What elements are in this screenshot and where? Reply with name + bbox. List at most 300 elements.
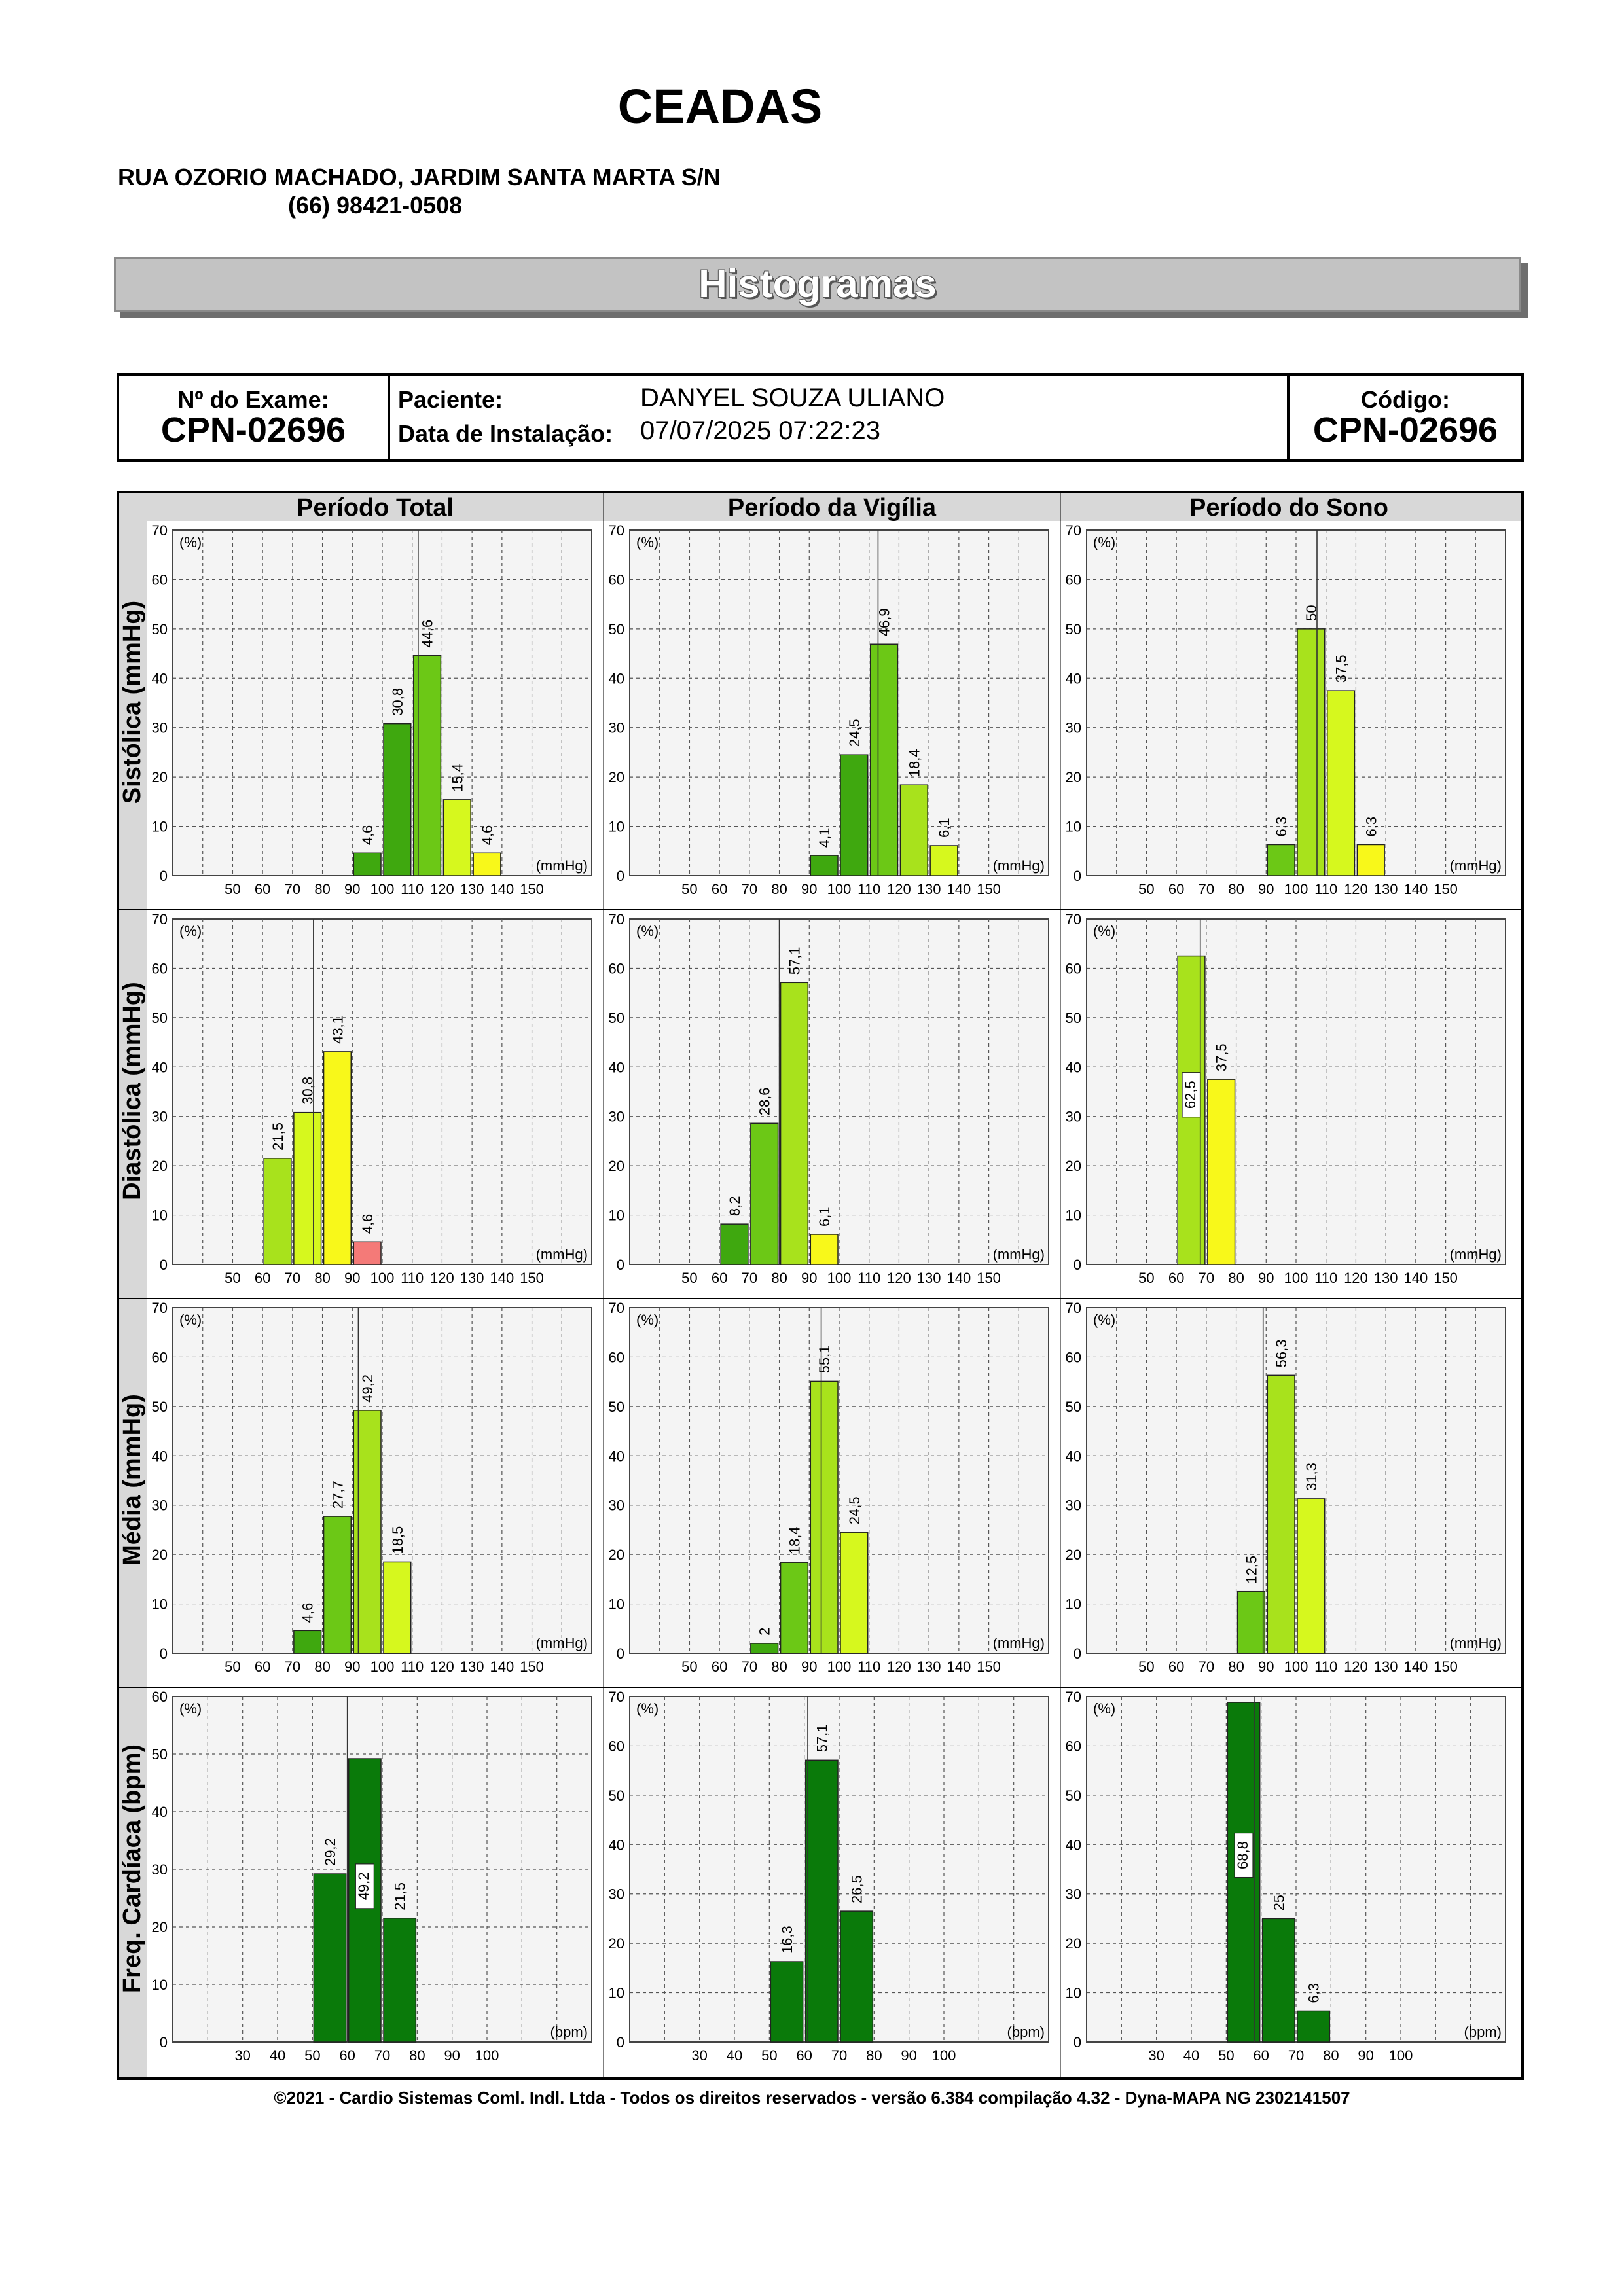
- y-unit-label: (%): [636, 534, 659, 550]
- x-tick-label: 80: [1323, 2047, 1339, 2064]
- histogram-bar: [294, 1113, 321, 1265]
- y-tick-label: 60: [608, 1349, 624, 1366]
- y-tick-label: 0: [616, 1257, 624, 1273]
- y-tick-label: 40: [1065, 1448, 1081, 1465]
- histogram-bar: [1297, 629, 1325, 876]
- y-tick-label: 70: [608, 1689, 624, 1705]
- install-date-label: Data de Instalação:: [398, 420, 613, 447]
- x-tick-label: 140: [1403, 1659, 1428, 1675]
- x-tick-label: 120: [887, 881, 911, 897]
- x-tick-label: 150: [520, 881, 544, 897]
- y-tick-label: 20: [608, 1158, 624, 1175]
- y-tick-label: 70: [151, 522, 168, 539]
- histogram-bar: [810, 1234, 838, 1265]
- x-tick-label: 80: [1228, 1659, 1244, 1675]
- y-tick-label: 20: [608, 1547, 624, 1564]
- y-tick-label: 0: [616, 868, 624, 884]
- bar-value-label: 21,5: [391, 1882, 408, 1910]
- histogram-bar: [806, 1760, 838, 2042]
- y-tick-label: 30: [608, 1108, 624, 1125]
- x-tick-label: 130: [1373, 1270, 1398, 1286]
- bar-value-label: 4,6: [359, 1213, 376, 1234]
- x-tick-label: 50: [1138, 1659, 1155, 1675]
- histogram-bar: [1297, 2011, 1329, 2042]
- y-tick-label: 40: [608, 1059, 624, 1076]
- column-title: Período Total: [297, 494, 454, 522]
- x-unit-label: (mmHg): [1449, 1635, 1502, 1651]
- patient-label: Paciente:: [398, 386, 503, 413]
- x-tick-label: 90: [1358, 2047, 1374, 2064]
- histogram-bar: [294, 1630, 321, 1653]
- x-tick-label: 150: [520, 1270, 544, 1286]
- x-tick-label: 80: [1228, 1270, 1244, 1286]
- x-tick-label: 140: [947, 1659, 971, 1675]
- bar-value-label: 49,2: [355, 1872, 372, 1901]
- y-tick-label: 60: [608, 1738, 624, 1755]
- x-tick-label: 120: [430, 881, 454, 897]
- y-tick-label: 40: [151, 1804, 168, 1820]
- y-tick-label: 20: [151, 1547, 168, 1564]
- x-tick-label: 90: [1258, 881, 1274, 897]
- x-unit-label: (mmHg): [1449, 1246, 1502, 1263]
- y-unit-label: (%): [1093, 534, 1116, 550]
- x-tick-label: 150: [520, 1659, 544, 1675]
- bar-value-label: 68,8: [1234, 1841, 1251, 1869]
- y-tick-label: 30: [608, 1497, 624, 1514]
- histogram-bar: [1357, 844, 1384, 876]
- histogram-bar: [1297, 1499, 1325, 1653]
- bar-value-label: 24,5: [846, 719, 863, 747]
- y-tick-label: 50: [151, 1398, 168, 1415]
- bar-value-label: 21,5: [270, 1122, 286, 1151]
- x-unit-label: (mmHg): [992, 1246, 1045, 1263]
- y-tick-label: 20: [608, 769, 624, 786]
- bar-value-label: 12,5: [1243, 1555, 1260, 1584]
- bar-value-label: 18,4: [786, 1526, 803, 1555]
- x-tick-label: 70: [1198, 881, 1215, 897]
- x-tick-label: 80: [409, 2047, 425, 2064]
- y-tick-label: 60: [151, 960, 168, 977]
- y-tick-label: 10: [608, 1984, 624, 2001]
- histogram-bar: [1327, 691, 1355, 876]
- x-tick-label: 30: [1148, 2047, 1164, 2064]
- y-tick-label: 50: [608, 1009, 624, 1026]
- x-tick-label: 50: [1138, 881, 1155, 897]
- bar-value-label: 6,3: [1273, 816, 1290, 837]
- y-tick-label: 10: [151, 1207, 168, 1224]
- histogram-bar: [1208, 1079, 1235, 1265]
- y-tick-label: 50: [1065, 1787, 1081, 1804]
- y-tick-label: 30: [1065, 1108, 1081, 1125]
- bar-value-label: 8,2: [727, 1196, 743, 1217]
- y-tick-label: 70: [1065, 1689, 1081, 1705]
- x-tick-label: 80: [314, 881, 331, 897]
- x-tick-label: 70: [1198, 1659, 1215, 1675]
- y-tick-label: 30: [151, 1861, 168, 1878]
- x-tick-label: 140: [1403, 881, 1428, 897]
- x-tick-label: 80: [771, 881, 787, 897]
- x-tick-label: 90: [344, 881, 361, 897]
- x-tick-label: 140: [947, 1270, 971, 1286]
- x-tick-label: 150: [1434, 1659, 1458, 1675]
- y-tick-label: 50: [151, 1009, 168, 1026]
- y-tick-label: 30: [608, 1886, 624, 1903]
- x-unit-label: (bpm): [550, 2024, 588, 2040]
- bar-value-label: 31,3: [1303, 1463, 1320, 1491]
- bar-value-label: 6,1: [816, 1206, 833, 1227]
- histogram-bar: [353, 1242, 381, 1265]
- y-unit-label: (%): [636, 1312, 659, 1328]
- bar-value-label: 4,1: [816, 827, 833, 848]
- x-tick-label: 120: [887, 1270, 911, 1286]
- histogram-bar: [414, 656, 441, 876]
- y-tick-label: 10: [151, 1977, 168, 1993]
- x-tick-label: 120: [887, 1659, 911, 1675]
- x-tick-label: 120: [1344, 881, 1368, 897]
- x-unit-label: (mmHg): [535, 1246, 588, 1263]
- x-tick-label: 80: [771, 1659, 787, 1675]
- x-tick-label: 60: [711, 1270, 728, 1286]
- x-tick-label: 80: [1228, 881, 1244, 897]
- x-tick-label: 100: [1284, 881, 1308, 897]
- x-tick-label: 50: [681, 1659, 698, 1675]
- x-tick-label: 60: [796, 2047, 812, 2064]
- x-tick-label: 70: [374, 2047, 391, 2064]
- bar-value-label: 37,5: [1213, 1043, 1230, 1072]
- x-tick-label: 110: [1314, 1270, 1338, 1286]
- y-tick-label: 20: [1065, 1158, 1081, 1175]
- x-tick-label: 80: [866, 2047, 882, 2064]
- y-tick-label: 40: [608, 1837, 624, 1854]
- y-tick-label: 70: [1065, 1300, 1081, 1316]
- x-tick-label: 50: [1138, 1270, 1155, 1286]
- bar-value-label: 6,1: [936, 817, 952, 838]
- bar-value-label: 37,5: [1333, 655, 1350, 683]
- histogram-bar: [770, 1962, 803, 2042]
- x-tick-label: 50: [225, 1659, 241, 1675]
- y-tick-label: 60: [1065, 1349, 1081, 1366]
- y-tick-label: 60: [608, 571, 624, 588]
- x-tick-label: 60: [711, 881, 728, 897]
- bar-value-label: 15,4: [449, 764, 466, 792]
- x-tick-label: 60: [254, 1659, 271, 1675]
- histogram-bar: [314, 1874, 346, 2042]
- column-title: Período do Sono: [1189, 494, 1388, 522]
- x-tick-label: 80: [314, 1659, 331, 1675]
- x-tick-label: 90: [801, 1270, 818, 1286]
- y-tick-label: 10: [151, 818, 168, 835]
- x-tick-label: 130: [460, 1659, 484, 1675]
- y-tick-label: 40: [151, 1059, 168, 1076]
- x-tick-label: 120: [1344, 1659, 1368, 1675]
- x-tick-label: 100: [370, 881, 395, 897]
- y-tick-label: 40: [151, 670, 168, 687]
- patient-name: DANYEL SOUZA ULIANO: [640, 384, 945, 412]
- x-tick-label: 70: [741, 1659, 758, 1675]
- y-tick-label: 60: [151, 571, 168, 588]
- x-unit-label: (bpm): [1464, 2024, 1502, 2040]
- x-tick-label: 110: [857, 881, 881, 897]
- histogram-bar: [751, 1123, 778, 1265]
- y-tick-label: 40: [151, 1448, 168, 1465]
- bar-value-label: 18,5: [389, 1526, 406, 1554]
- y-tick-label: 40: [1065, 1837, 1081, 1854]
- histogram-bar: [353, 853, 381, 876]
- bar-value-label: 50: [1303, 605, 1320, 621]
- y-tick-label: 60: [1065, 1738, 1081, 1755]
- x-tick-label: 140: [490, 881, 514, 897]
- bar-value-label: 57,1: [814, 1724, 831, 1753]
- x-tick-label: 90: [801, 881, 818, 897]
- x-tick-label: 130: [916, 881, 941, 897]
- y-tick-label: 50: [608, 620, 624, 637]
- histogram-bar: [810, 855, 838, 876]
- histogram-bar: [810, 1381, 838, 1653]
- y-tick-label: 10: [608, 1596, 624, 1613]
- x-tick-label: 100: [1284, 1659, 1308, 1675]
- histogram-bar: [840, 755, 868, 876]
- histogram-bar: [1267, 1375, 1295, 1653]
- x-tick-label: 60: [254, 881, 271, 897]
- x-tick-label: 140: [1403, 1270, 1428, 1286]
- x-tick-label: 70: [284, 1659, 301, 1675]
- bar-value-label: 25: [1271, 1894, 1288, 1911]
- install-date: 07/07/2025 07:22:23: [640, 416, 881, 445]
- x-tick-label: 120: [430, 1659, 454, 1675]
- x-tick-label: 110: [857, 1659, 881, 1675]
- row-title: Freq. Cardíaca (bpm): [118, 1744, 147, 1994]
- y-tick-label: 30: [608, 719, 624, 736]
- x-tick-label: 60: [1253, 2047, 1269, 2064]
- bar-value-label: 30,8: [389, 687, 406, 716]
- x-tick-label: 100: [370, 1270, 395, 1286]
- bar-value-label: 4,6: [359, 825, 376, 846]
- y-tick-label: 40: [1065, 670, 1081, 687]
- x-tick-label: 100: [931, 2047, 956, 2064]
- y-tick-label: 50: [1065, 1398, 1081, 1415]
- y-tick-label: 0: [1073, 2034, 1081, 2051]
- histogram-bar: [781, 982, 808, 1265]
- x-tick-label: 110: [401, 881, 424, 897]
- x-tick-label: 140: [947, 881, 971, 897]
- x-unit-label: (mmHg): [535, 857, 588, 874]
- code-value: CPN-02696: [1312, 410, 1498, 450]
- y-tick-label: 70: [608, 1300, 624, 1316]
- x-tick-label: 130: [1373, 881, 1398, 897]
- x-tick-label: 130: [916, 1270, 941, 1286]
- x-tick-label: 110: [857, 1270, 881, 1286]
- histogram-bar: [721, 1224, 748, 1265]
- x-tick-label: 60: [711, 1659, 728, 1675]
- x-tick-label: 150: [977, 881, 1001, 897]
- histogram-bar: [1267, 844, 1295, 876]
- bar-value-label: 29,2: [322, 1838, 338, 1867]
- x-tick-label: 70: [284, 1270, 301, 1286]
- y-tick-label: 30: [1065, 719, 1081, 736]
- y-tick-label: 0: [159, 868, 168, 884]
- x-tick-label: 60: [1168, 881, 1185, 897]
- histogram-bar: [1263, 1918, 1295, 2042]
- code-label: Código:: [1361, 386, 1450, 413]
- histogram-bar: [930, 846, 958, 876]
- x-unit-label: (bpm): [1007, 2024, 1045, 2040]
- x-tick-label: 30: [234, 2047, 251, 2064]
- x-tick-label: 100: [827, 1659, 852, 1675]
- x-tick-label: 50: [304, 2047, 321, 2064]
- x-tick-label: 50: [761, 2047, 778, 2064]
- x-tick-label: 130: [916, 1659, 941, 1675]
- exam-number: CPN-02696: [160, 410, 346, 450]
- x-tick-label: 40: [726, 2047, 743, 2064]
- y-tick-label: 50: [151, 1746, 168, 1763]
- histogram-bar: [443, 800, 471, 876]
- x-tick-label: 80: [314, 1270, 331, 1286]
- histogram-bar: [384, 1918, 416, 2042]
- x-tick-label: 90: [344, 1270, 361, 1286]
- bar-value-label: 28,6: [756, 1087, 773, 1116]
- y-tick-label: 10: [1065, 1596, 1081, 1613]
- y-tick-label: 20: [151, 1158, 168, 1175]
- bar-value-label: 16,3: [779, 1926, 795, 1954]
- y-tick-label: 70: [1065, 522, 1081, 539]
- bar-value-label: 2: [756, 1627, 773, 1636]
- x-tick-label: 90: [444, 2047, 460, 2064]
- x-tick-label: 110: [401, 1659, 424, 1675]
- column-title: Período da Vigília: [727, 494, 937, 522]
- y-tick-label: 20: [1065, 1547, 1081, 1564]
- bar-value-label: 55,1: [816, 1345, 833, 1374]
- y-tick-label: 0: [159, 2034, 168, 2051]
- y-tick-label: 0: [159, 1645, 168, 1662]
- x-unit-label: (mmHg): [992, 1635, 1045, 1651]
- bar-value-label: 57,1: [786, 946, 803, 975]
- x-tick-label: 90: [344, 1659, 361, 1675]
- y-tick-label: 40: [1065, 1059, 1081, 1076]
- y-tick-label: 20: [151, 769, 168, 786]
- histogram-bar: [751, 1643, 778, 1653]
- x-tick-label: 60: [1168, 1270, 1185, 1286]
- y-tick-label: 10: [608, 818, 624, 835]
- y-tick-label: 60: [1065, 571, 1081, 588]
- x-tick-label: 40: [1183, 2047, 1200, 2064]
- histogram-bar: [840, 1911, 873, 2042]
- y-tick-label: 20: [151, 1919, 168, 1935]
- y-tick-label: 20: [1065, 1935, 1081, 1952]
- y-tick-label: 60: [608, 960, 624, 977]
- y-unit-label: (%): [179, 923, 202, 939]
- y-tick-label: 20: [608, 1935, 624, 1952]
- exam-number-label: Nº do Exame:: [177, 386, 329, 413]
- x-tick-label: 50: [1218, 2047, 1235, 2064]
- bar-value-label: 26,5: [848, 1875, 865, 1904]
- x-tick-label: 150: [977, 1659, 1001, 1675]
- x-tick-label: 100: [827, 881, 852, 897]
- bar-value-label: 4,6: [479, 825, 496, 846]
- x-tick-label: 70: [831, 2047, 848, 2064]
- bar-value-label: 56,3: [1273, 1339, 1290, 1368]
- y-tick-label: 30: [151, 1108, 168, 1125]
- y-unit-label: (%): [179, 1312, 202, 1328]
- y-tick-label: 10: [1065, 1984, 1081, 2001]
- y-tick-label: 50: [608, 1398, 624, 1415]
- bar-value-label: 18,4: [906, 749, 923, 778]
- histogram-bar: [840, 1532, 868, 1653]
- x-tick-label: 110: [401, 1270, 424, 1286]
- bar-value-label: 46,9: [876, 608, 893, 637]
- histogram-bar: [264, 1158, 291, 1265]
- y-tick-label: 10: [1065, 818, 1081, 835]
- y-tick-label: 30: [151, 719, 168, 736]
- y-tick-label: 0: [1073, 1257, 1081, 1273]
- footer-copyright: ©2021 - Cardio Sistemas Coml. Indl. Ltda - Todos os direitos reservados - versão 6.384 compilação 4.32 - Dyna-MAPA NG 2302141507: [274, 2088, 1350, 2108]
- y-tick-label: 70: [151, 911, 168, 927]
- x-tick-label: 70: [1288, 2047, 1305, 2064]
- x-tick-label: 90: [901, 2047, 917, 2064]
- x-tick-label: 60: [254, 1270, 271, 1286]
- bar-value-label: 49,2: [359, 1374, 376, 1403]
- x-unit-label: (mmHg): [1449, 857, 1502, 874]
- y-tick-label: 70: [1065, 911, 1081, 927]
- x-tick-label: 130: [460, 1270, 484, 1286]
- y-tick-label: 20: [1065, 769, 1081, 786]
- x-tick-label: 50: [225, 1270, 241, 1286]
- x-tick-label: 90: [1258, 1270, 1274, 1286]
- x-tick-label: 50: [681, 881, 698, 897]
- x-tick-label: 70: [284, 881, 301, 897]
- bar-value-label: 6,3: [1363, 816, 1380, 837]
- x-tick-label: 100: [475, 2047, 499, 2064]
- x-tick-label: 40: [269, 2047, 286, 2064]
- histogram-bar: [781, 1562, 808, 1653]
- bar-value-label: 30,8: [299, 1076, 316, 1105]
- y-tick-label: 70: [608, 911, 624, 927]
- x-tick-label: 60: [1168, 1659, 1185, 1675]
- bar-value-label: 4,6: [299, 1602, 316, 1623]
- row-title: Média (mmHg): [118, 1394, 147, 1566]
- clinic-phone: (66) 98421-0508: [288, 192, 463, 219]
- y-tick-label: 50: [1065, 620, 1081, 637]
- bar-value-label: 6,3: [1305, 1982, 1322, 2003]
- x-tick-label: 70: [1198, 1270, 1215, 1286]
- y-tick-label: 10: [608, 1207, 624, 1224]
- x-tick-label: 150: [977, 1270, 1001, 1286]
- x-tick-label: 70: [741, 1270, 758, 1286]
- x-tick-label: 100: [827, 1270, 852, 1286]
- y-tick-label: 0: [1073, 868, 1081, 884]
- y-unit-label: (%): [1093, 923, 1116, 939]
- y-tick-label: 0: [616, 1645, 624, 1662]
- histogram-bar: [900, 785, 928, 876]
- row-title: Sistólica (mmHg): [118, 600, 147, 804]
- clinic-address: RUA OZORIO MACHADO, JARDIM SANTA MARTA S/N: [118, 164, 721, 190]
- y-tick-label: 0: [1073, 1645, 1081, 1662]
- x-tick-label: 90: [1258, 1659, 1274, 1675]
- bar-value-label: 43,1: [329, 1016, 346, 1044]
- y-tick-label: 50: [608, 1787, 624, 1804]
- y-unit-label: (%): [636, 1700, 659, 1717]
- x-tick-label: 120: [430, 1270, 454, 1286]
- y-tick-label: 10: [151, 1596, 168, 1613]
- x-unit-label: (mmHg): [992, 857, 1045, 874]
- x-tick-label: 100: [1284, 1270, 1308, 1286]
- x-tick-label: 30: [691, 2047, 708, 2064]
- histogram-bar: [384, 724, 411, 876]
- y-unit-label: (%): [179, 1700, 202, 1717]
- x-tick-label: 100: [370, 1659, 395, 1675]
- x-tick-label: 130: [460, 881, 484, 897]
- x-tick-label: 150: [1434, 881, 1458, 897]
- x-tick-label: 110: [1314, 1659, 1338, 1675]
